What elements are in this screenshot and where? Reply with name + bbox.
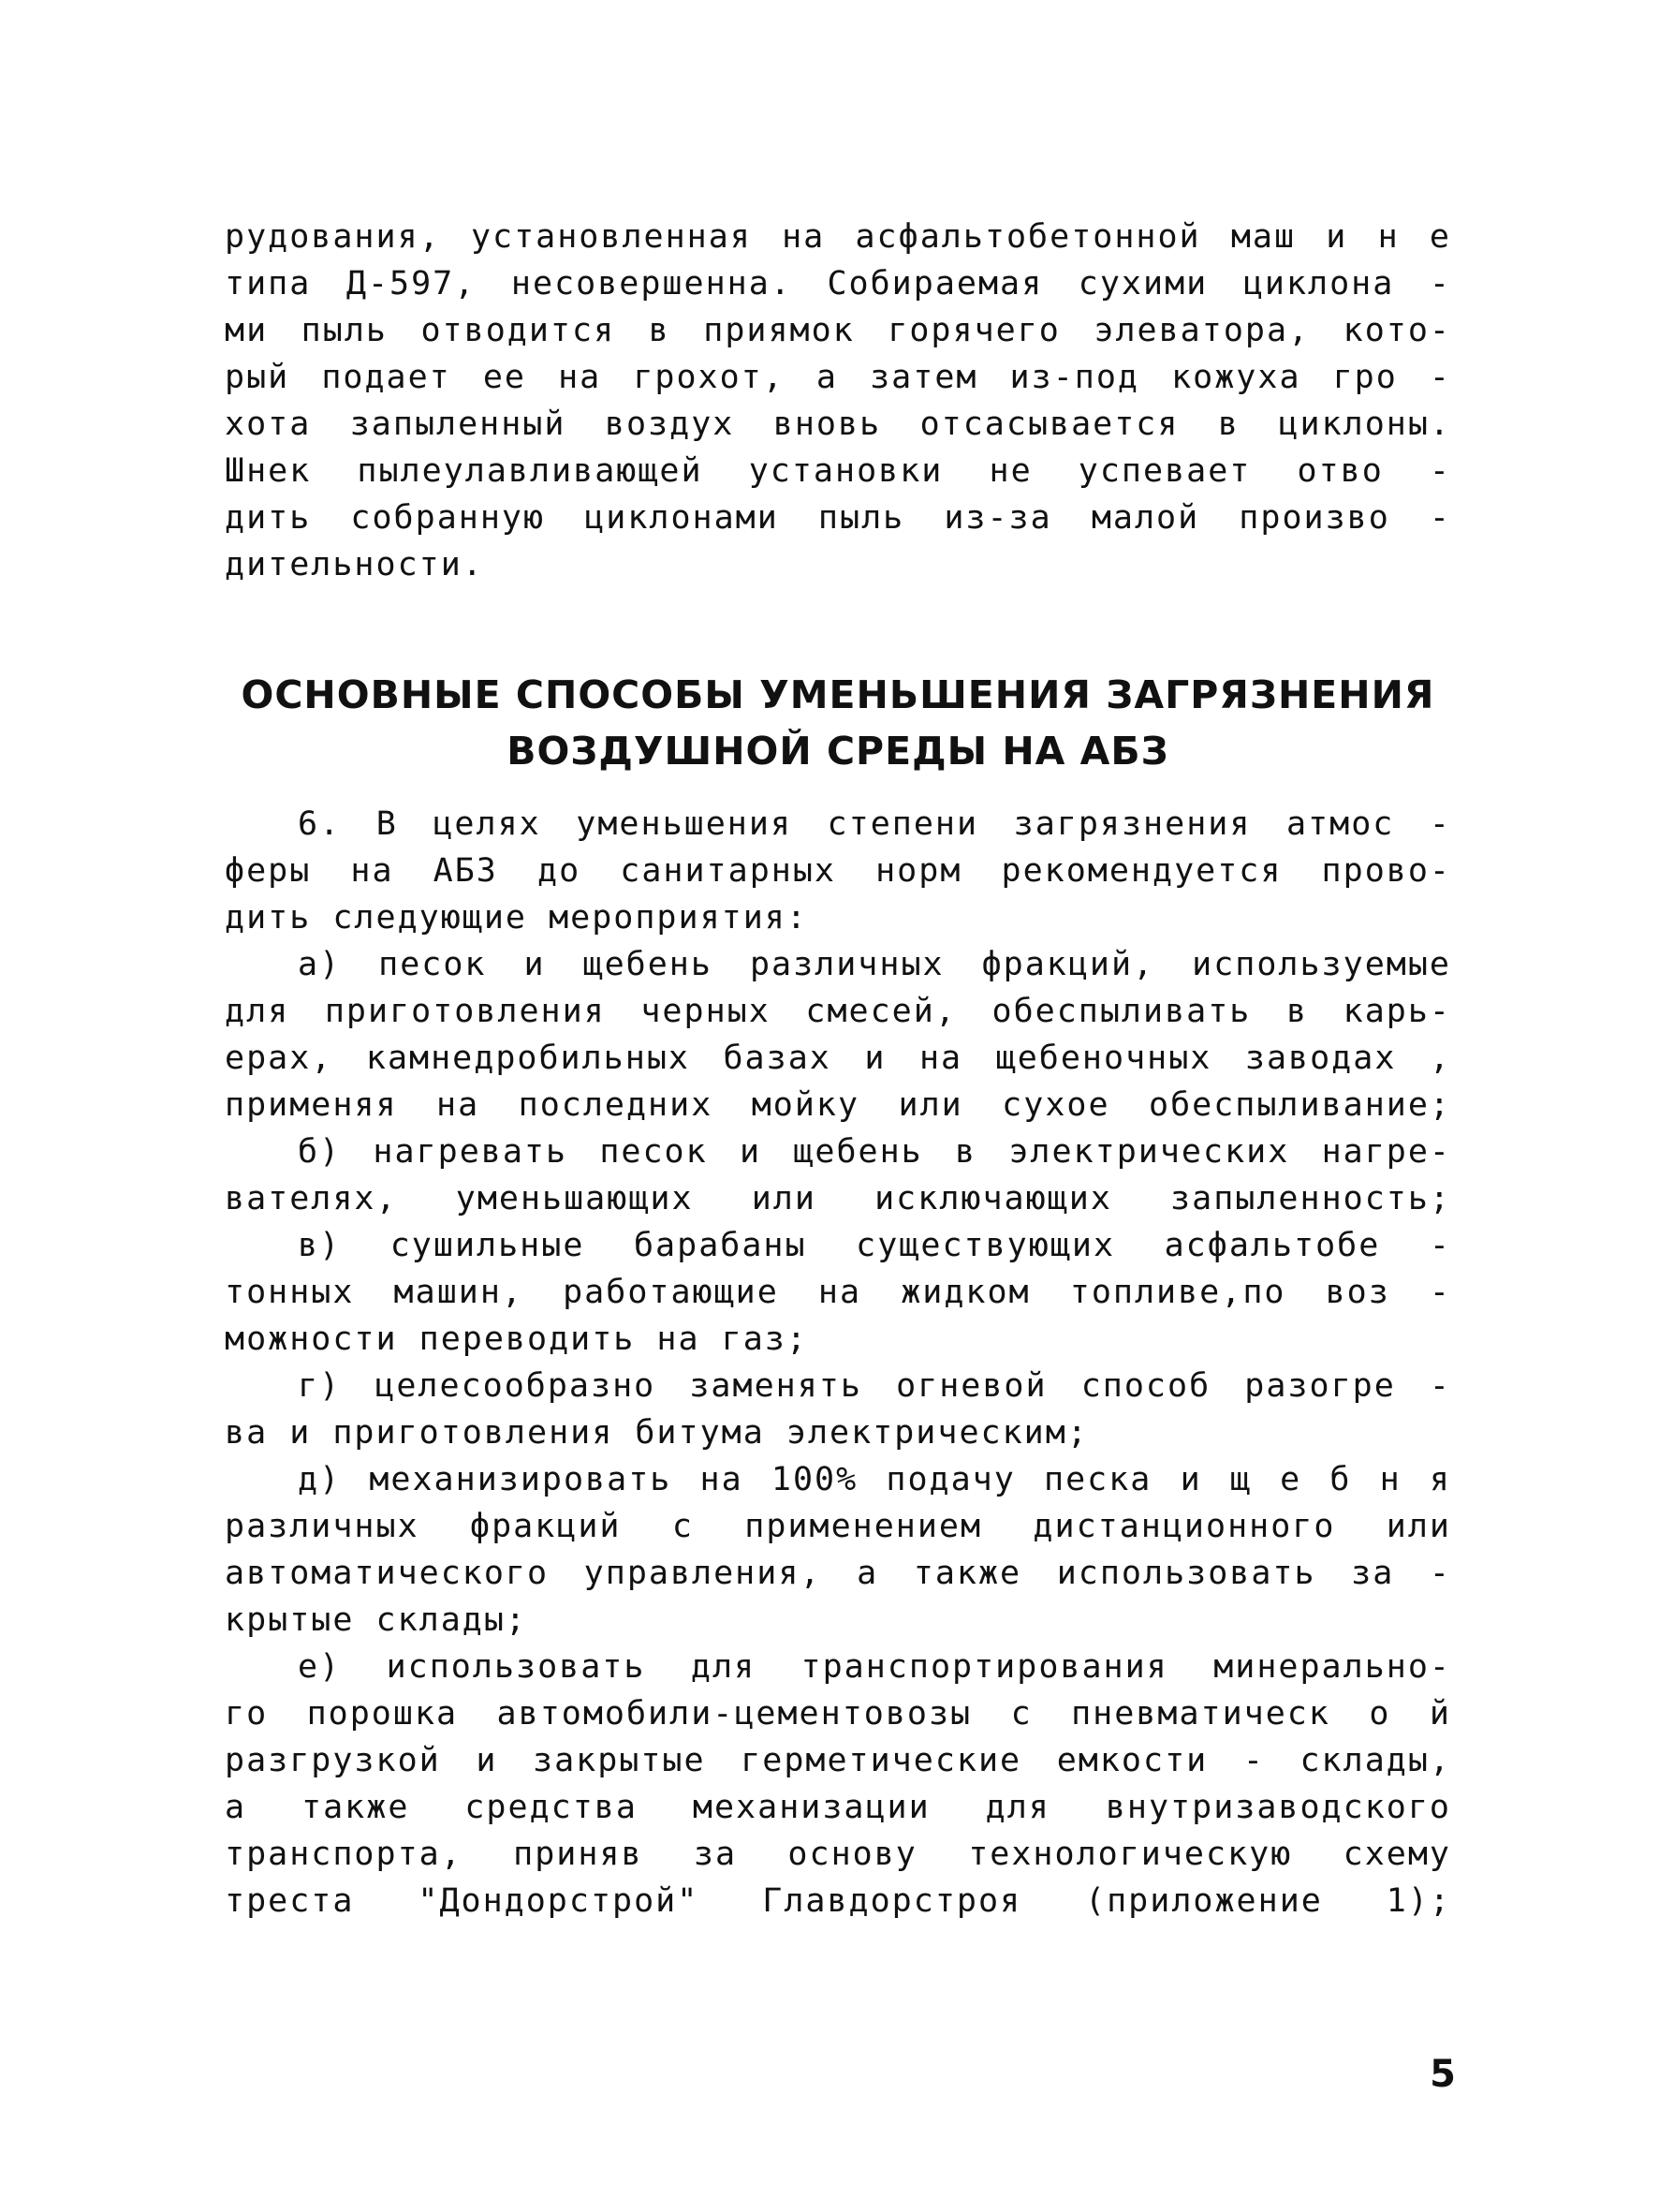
text-line: дить собранную циклонами пыль из-за малой произво - (225, 499, 1451, 537)
text-line: различных фракций с применением дистанционного или (225, 1508, 1451, 1545)
text-line: крытые склады; (225, 1601, 528, 1639)
list-item-c: в) сушильные барабаны существующих асфальтобе - (298, 1227, 1451, 1264)
text-line: дить следующие мероприятия: (225, 899, 808, 936)
list-item-b: б) нагревать песок и щебень в электрических нагре- (298, 1133, 1451, 1171)
list-item-d: д) механизировать на 100% подачу песка и щ е б н я (298, 1461, 1451, 1498)
text-line: тонных машин, работающие на жидком топливе,по воз - (225, 1274, 1451, 1311)
paragraph-6 (225, 801, 1451, 1924)
text-line: а также средства механизации для внутризаводского (225, 1789, 1451, 1826)
text-line: Шнек пылеулавливающей установки не успевает отво - (225, 452, 1451, 490)
text-line: для приготовления черных смесей, обеспыливать в карь- (225, 993, 1451, 1030)
text-line: ва и приготовления битума электрическим; (225, 1414, 1089, 1452)
text-line: рудования, установленная на асфальтобетонной маш и н е (225, 218, 1451, 256)
text-line: автоматического управления, а также использовать за - (225, 1555, 1451, 1592)
text-line: рый подает ее на грохот, а затем из-под кожуха гро - (225, 359, 1451, 396)
page-number: 5 (1430, 2053, 1456, 2096)
text-line: го порошка автомобили-цементовозы с пневматическ о й (225, 1695, 1451, 1733)
intro-paragraph (225, 214, 1451, 588)
section-heading-line-2: ВОЗДУШНОЙ СРЕДЫ НА АБЗ (507, 729, 1169, 774)
text-line: транспорта, приняв за основу технологическую схему (225, 1836, 1451, 1873)
section-heading-line-1: ОСНОВНЫЕ СПОСОБЫ УМЕНЬШЕНИЯ ЗАГРЯЗНЕНИЯ (241, 672, 1435, 717)
text-line: феры на АБЗ до санитарных норм рекомендуется прово- (225, 852, 1451, 890)
text-line: треста "Дондорстрой" Главдорстроя (приложение 1); (225, 1882, 1451, 1920)
text-line: 6. В целях уменьшения степени загрязнения атмос - (298, 805, 1451, 843)
text-line: можности переводить на газ; (225, 1320, 808, 1358)
text-line: дительности. (225, 546, 484, 583)
text-line: вателях, уменьшающих или исключающих запыленность; (225, 1180, 1451, 1217)
section-heading (225, 667, 1451, 779)
text-line: хота запыленный воздух вновь отсасывается в циклоны. (225, 406, 1451, 443)
text-line: разгрузкой и закрытые герметические емкости - склады, (225, 1742, 1451, 1779)
text-line: типа Д-597, несовершенна. Собираемая сухими циклона - (225, 265, 1451, 302)
text-line: ми пыль отводится в приямок горячего элеватора, кото- (225, 312, 1451, 349)
list-item-a: а) песок и щебень различных фракций, используемые (298, 946, 1451, 983)
list-item-g: г) целесообразно заменять огневой способ разогре - (298, 1367, 1451, 1405)
text-line: применяя на последних мойку или сухое обеспыливание; (225, 1086, 1451, 1124)
text-line: ерах, камнедробильных базах и на щебеночных заводах , (225, 1040, 1451, 1077)
list-item-e: е) использовать для транспортирования минерально- (298, 1648, 1451, 1686)
